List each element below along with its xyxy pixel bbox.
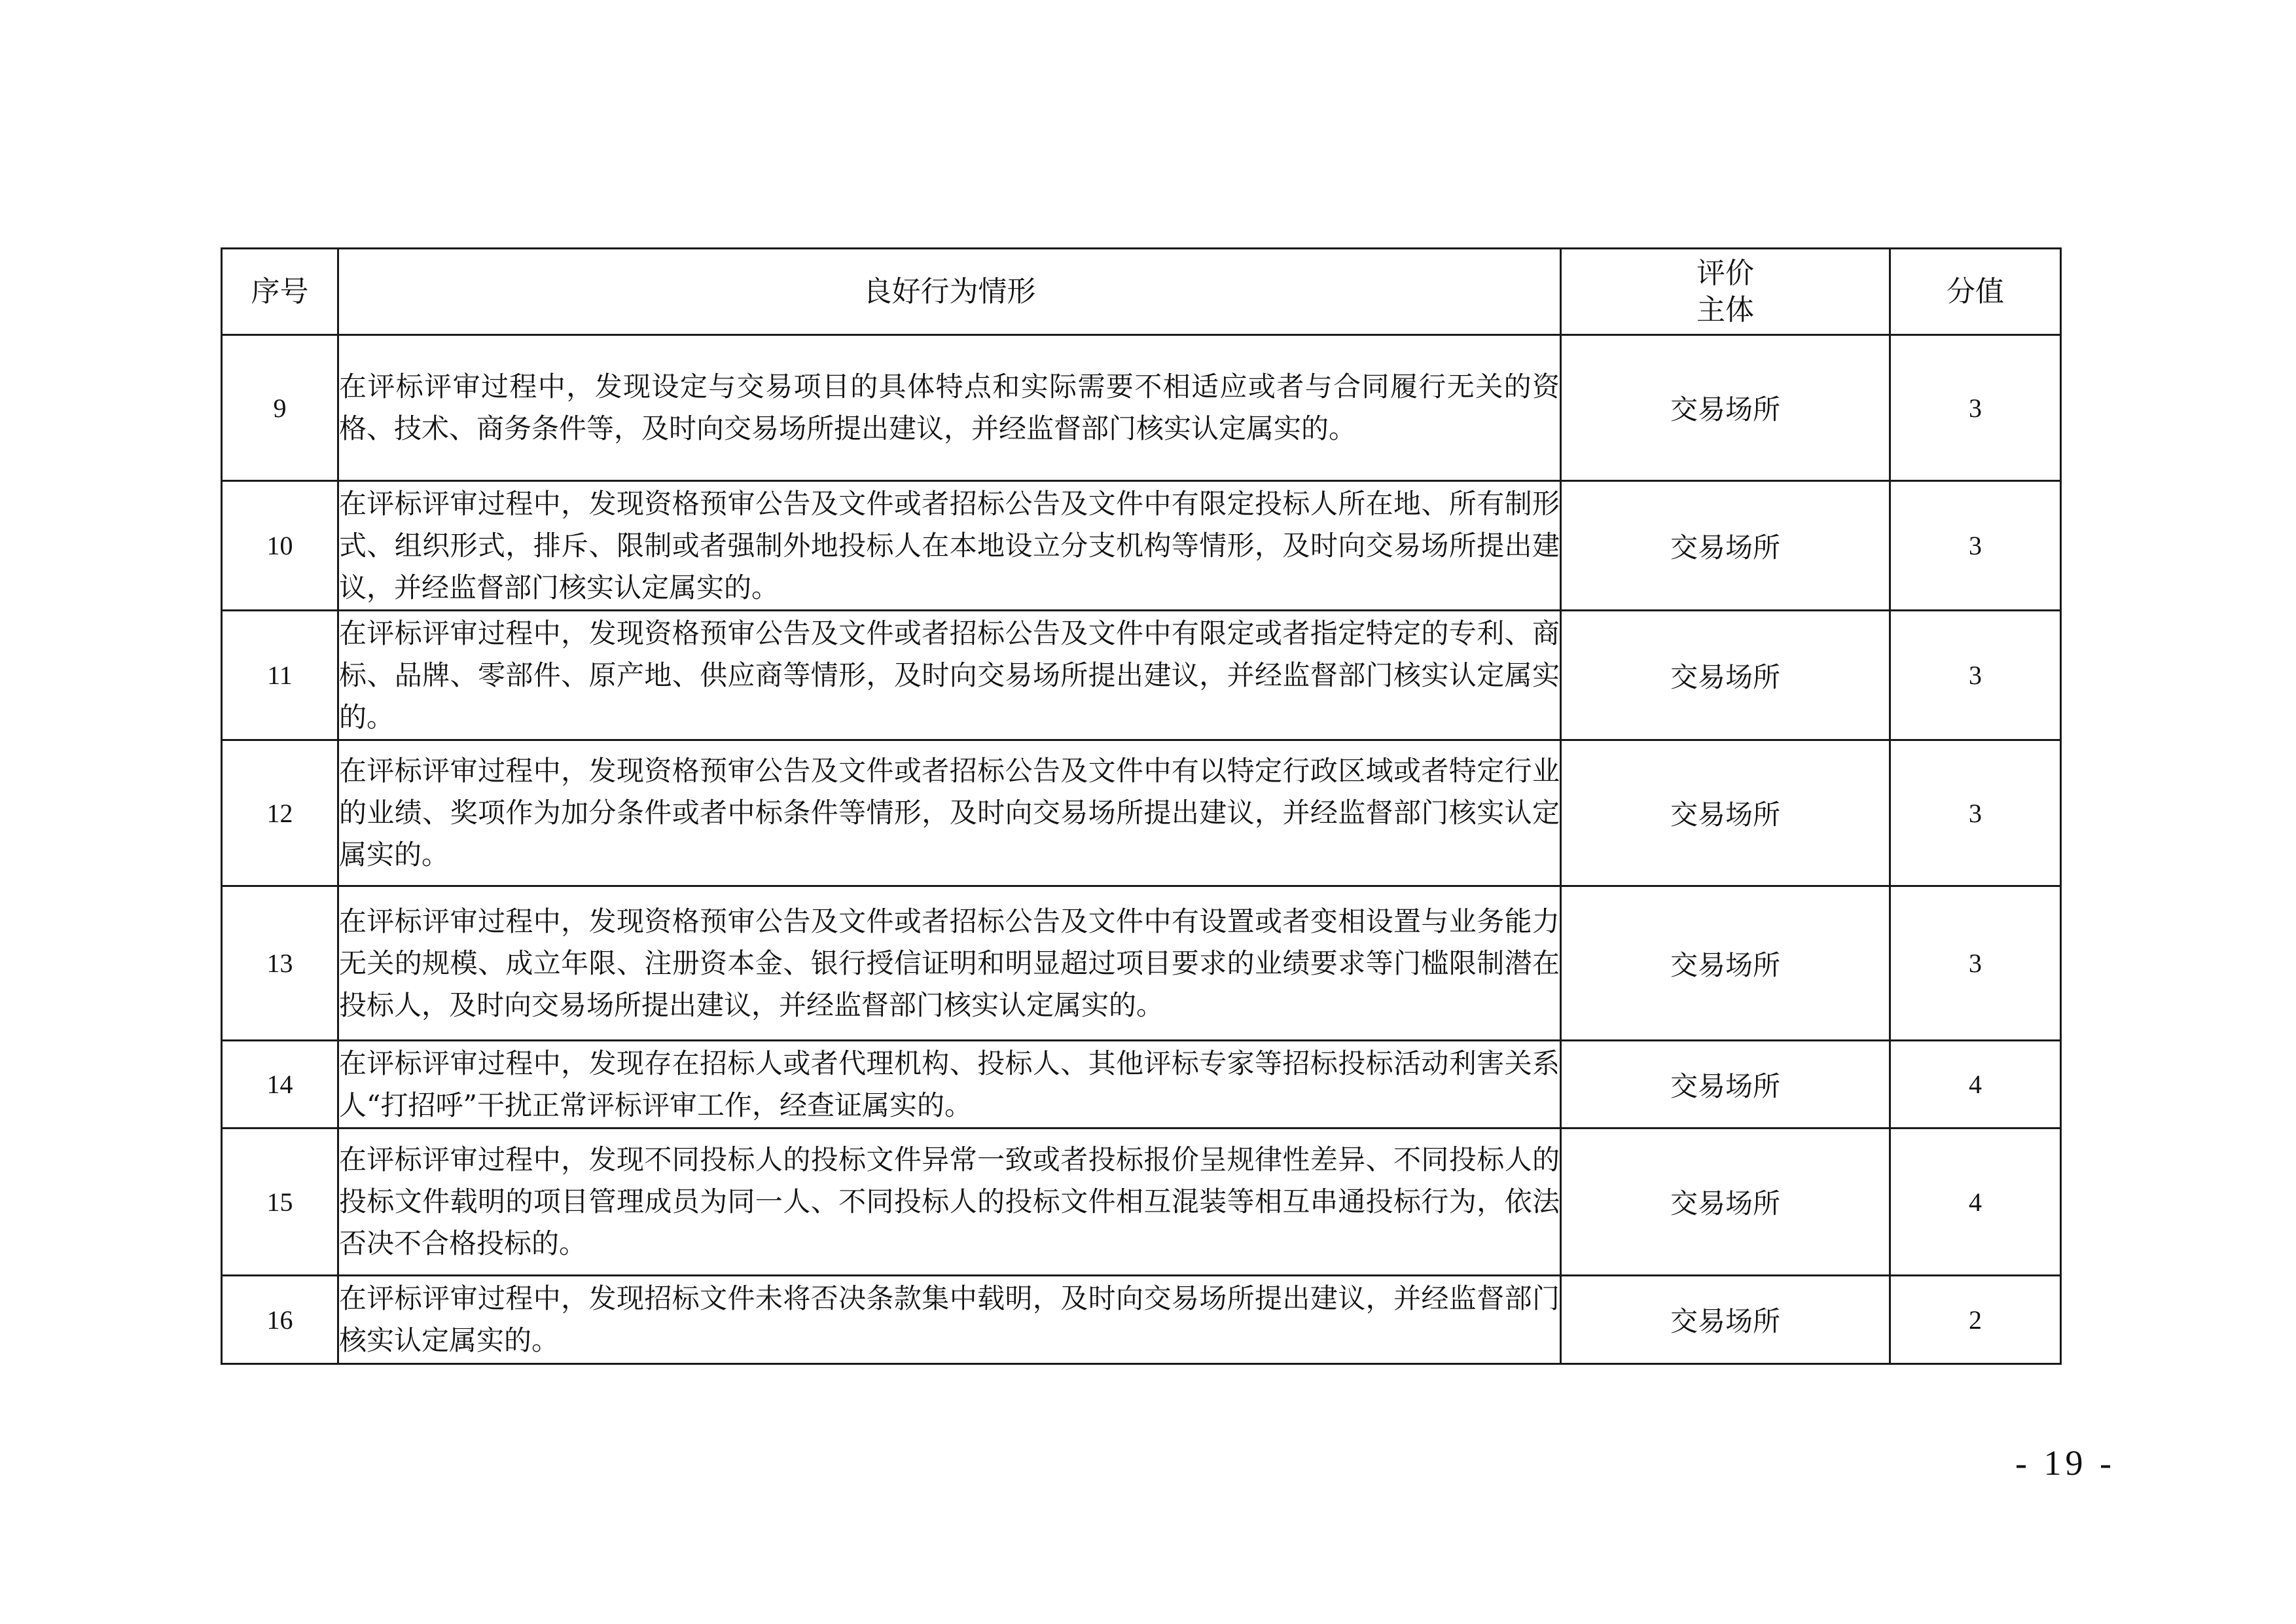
row-score: 2 (1890, 1276, 2061, 1364)
table-row (222, 1128, 2061, 1276)
row-subject: 交易场所 (1561, 886, 1890, 1041)
row-number: 12 (222, 740, 338, 886)
row-number: 13 (222, 886, 338, 1041)
row-subject: 交易场所 (1561, 481, 1890, 611)
header-subject: 评价 主体 (1561, 249, 1890, 335)
row-description: 在评标评审过程中，发现资格预审公告及文件或者招标公告及文件中有设置或者变相设置与业务能力无关的规模、成立年限、注册资本金、银行授信证明和明显超过项目要求的业绩要求等门槛限制潜在投标人，及时向交易场所提出建议，并经监督部门核实认定属实的。 (338, 886, 1561, 1041)
row-number: 16 (222, 1276, 338, 1364)
header-score: 分值 (1890, 249, 2061, 335)
row-description: 在评标评审过程中，发现资格预审公告及文件或者招标公告及文件中有限定或者指定特定的专利、商标、品牌、零部件、原产地、供应商等情形，及时向交易场所提出建议，并经监督部门核实认定属实的。 (338, 611, 1561, 740)
table-row (222, 740, 2061, 886)
row-score: 3 (1890, 886, 2061, 1041)
row-score: 4 (1890, 1041, 2061, 1128)
row-subject: 交易场所 (1561, 611, 1890, 740)
header-description: 良好行为情形 (338, 249, 1561, 335)
table-row (222, 611, 2061, 740)
row-number: 15 (222, 1128, 338, 1276)
row-subject: 交易场所 (1561, 335, 1890, 481)
row-score: 3 (1890, 740, 2061, 886)
table-row (222, 481, 2061, 611)
row-score: 3 (1890, 611, 2061, 740)
table-header-row (222, 249, 2061, 335)
row-number: 14 (222, 1041, 338, 1128)
row-number: 9 (222, 335, 338, 481)
row-description: 在评标评审过程中，发现不同投标人的投标文件异常一致或者投标报价呈规律性差异、不同投标人的投标文件载明的项目管理成员为同一人、不同投标人的投标文件相互混装等相互串通投标行为，依法否决不合格投标的。 (338, 1128, 1561, 1276)
row-subject: 交易场所 (1561, 1276, 1890, 1364)
row-score: 3 (1890, 481, 2061, 611)
row-score: 3 (1890, 335, 2061, 481)
row-subject: 交易场所 (1561, 1128, 1890, 1276)
row-number: 11 (222, 611, 338, 740)
row-number: 10 (222, 481, 338, 611)
row-description: 在评标评审过程中，发现设定与交易项目的具体特点和实际需要不相适应或者与合同履行无关的资格、技术、商务条件等，及时向交易场所提出建议，并经监督部门核实认定属实的。 (338, 335, 1561, 481)
row-score: 4 (1890, 1128, 2061, 1276)
table-row (222, 1276, 2061, 1364)
row-description: 在评标评审过程中，发现招标文件未将否决条款集中载明，及时向交易场所提出建议，并经监督部门核实认定属实的。 (338, 1276, 1561, 1364)
evaluation-table (221, 247, 2062, 1365)
table-row (222, 886, 2061, 1041)
table-row (222, 1041, 2061, 1128)
header-no: 序号 (222, 249, 338, 335)
row-description: 在评标评审过程中，发现资格预审公告及文件或者招标公告及文件中有限定投标人所在地、所有制形式、组织形式，排斥、限制或者强制外地投标人在本地设立分支机构等情形，及时向交易场所提出建议，并经监督部门核实认定属实的。 (338, 481, 1561, 611)
table-row (222, 335, 2061, 481)
row-description: 在评标评审过程中，发现资格预审公告及文件或者招标公告及文件中有以特定行政区域或者特定行业的业绩、奖项作为加分条件或者中标条件等情形，及时向交易场所提出建议，并经监督部门核实认定属实的。 (338, 740, 1561, 886)
row-description: 在评标评审过程中，发现存在招标人或者代理机构、投标人、其他评标专家等招标投标活动利害关系人“打招呼”干扰正常评标评审工作，经查证属实的。 (338, 1041, 1561, 1128)
row-subject: 交易场所 (1561, 740, 1890, 886)
page-number: - 19 - (2015, 1443, 2115, 1483)
row-subject: 交易场所 (1561, 1041, 1890, 1128)
